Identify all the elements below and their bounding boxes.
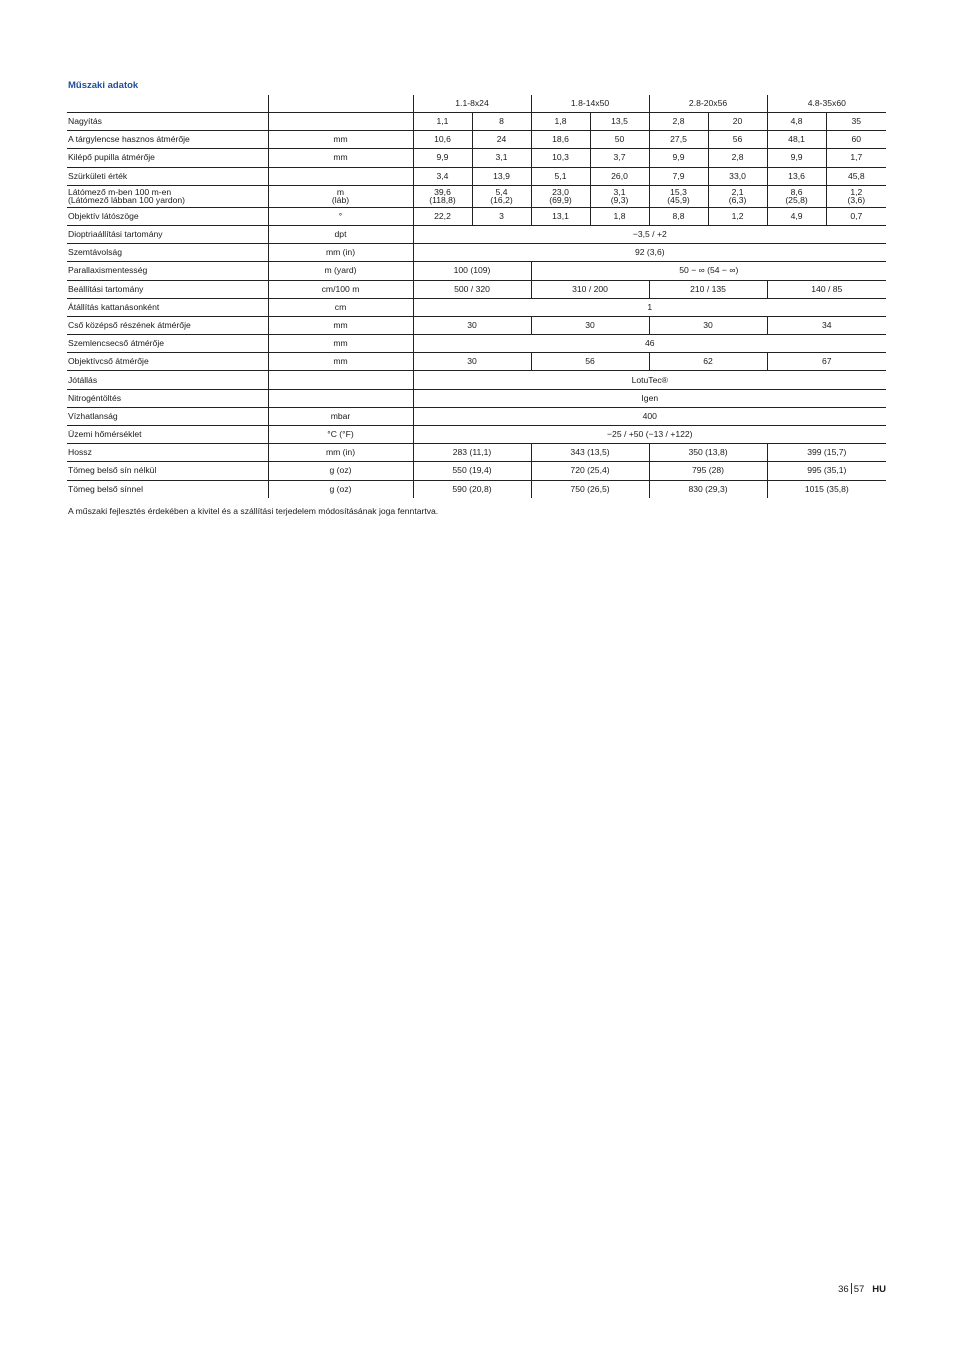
spec-value: 45,8 — [826, 167, 886, 185]
spec-value: 13,9 — [472, 167, 531, 185]
spec-value: 18,6 — [531, 131, 590, 149]
spec-label: Objektív látószöge — [67, 207, 268, 225]
spec-value: 30 — [413, 353, 531, 371]
spec-table — [67, 95, 886, 498]
spec-value: −3,5 / +2 — [413, 225, 886, 243]
spec-value: 3,4 — [413, 167, 472, 185]
spec-value: 550 (19,4) — [413, 462, 531, 480]
spec-value: 4,9 — [767, 207, 826, 225]
spec-unit: g (oz) — [268, 462, 413, 480]
spec-value: 46 — [413, 335, 886, 353]
spec-row — [67, 167, 886, 185]
spec-unit: mm — [268, 335, 413, 353]
spec-value: 3,7 — [590, 149, 649, 167]
spec-value: 5,1 — [531, 167, 590, 185]
disclaimer-note: A műszaki fejlesztés érdekében a kivitel és a szállítási terjedelem módosításának joga fenntartva. — [68, 506, 439, 516]
spec-label: Nagyítás — [67, 113, 268, 131]
spec-row — [67, 149, 886, 167]
spec-value: 1 — [413, 298, 886, 316]
spec-label: Üzemi hőmérséklet — [67, 426, 268, 444]
spec-value: 2,8 — [649, 113, 708, 131]
spec-row — [67, 371, 886, 389]
spec-row — [67, 353, 886, 371]
spec-value: 50 — [590, 131, 649, 149]
spec-unit: ° — [268, 207, 413, 225]
spec-row — [67, 426, 886, 444]
spec-label: Jótállás — [67, 371, 268, 389]
spec-value: 2,8 — [708, 149, 767, 167]
spec-unit: °C (°F) — [268, 426, 413, 444]
spec-value: 399 (15,7) — [767, 444, 886, 462]
spec-value: 13,6 — [767, 167, 826, 185]
spec-value: 0,7 — [826, 207, 886, 225]
model-header: 2.8-20x56 — [649, 95, 767, 113]
header-unit-blank — [268, 95, 413, 113]
spec-unit: mm — [268, 353, 413, 371]
header-blank — [67, 95, 268, 113]
spec-label: Vízhatlanság — [67, 407, 268, 425]
spec-value: 1015 (35,8) — [767, 480, 886, 498]
spec-value: 3 — [472, 207, 531, 225]
spec-value: 30 — [649, 316, 767, 334]
spec-value: 67 — [767, 353, 886, 371]
spec-value: 100 (109) — [413, 262, 531, 280]
spec-value: 210 / 135 — [649, 280, 767, 298]
spec-label: Parallaxismentesség — [67, 262, 268, 280]
spec-row — [67, 262, 886, 280]
spec-value: 2,1 (6,3) — [708, 185, 767, 207]
spec-value: −25 / +50 (−13 / +122) — [413, 426, 886, 444]
spec-label: Látómező m-ben 100 m-en (Látómező lábban 100 yardon) — [67, 185, 268, 207]
spec-value: 400 — [413, 407, 886, 425]
section-title: Műszaki adatok — [68, 80, 139, 91]
spec-label: Tömeg belső sín nélkül — [67, 462, 268, 480]
spec-value: 795 (28) — [649, 462, 767, 480]
spec-value: 62 — [649, 353, 767, 371]
spec-value: 750 (26,5) — [531, 480, 649, 498]
spec-unit: mm (in) — [268, 444, 413, 462]
page-separator — [851, 1283, 852, 1294]
spec-unit: mbar — [268, 407, 413, 425]
spec-unit: mm (in) — [268, 244, 413, 262]
spec-label: Tömeg belső sínnel — [68, 483, 143, 494]
spec-value: LotuTec® — [413, 371, 886, 389]
spec-value: 720 (25,4) — [531, 462, 649, 480]
spec-value: 24 — [472, 131, 531, 149]
spec-unit — [268, 167, 413, 185]
spec-row — [67, 185, 886, 207]
spec-value: 30 — [413, 316, 531, 334]
spec-row — [67, 207, 886, 225]
spec-table-body — [67, 113, 886, 498]
spec-value: 8,8 — [649, 207, 708, 225]
spec-value: 9,9 — [767, 149, 826, 167]
page-total: 57 — [853, 1284, 865, 1295]
spec-value: 10,3 — [531, 149, 590, 167]
spec-value: 39,6 (118,8) — [413, 185, 472, 207]
spec-value: 1,2 — [708, 207, 767, 225]
spec-value: 22,2 — [413, 207, 472, 225]
spec-value: 1,1 — [413, 113, 472, 131]
spec-value: 92 (3,6) — [413, 244, 886, 262]
spec-unit — [268, 113, 413, 131]
spec-value: 26,0 — [590, 167, 649, 185]
spec-unit: dpt — [268, 225, 413, 243]
spec-value: 9,9 — [413, 149, 472, 167]
spec-value: 830 (29,3) — [649, 480, 767, 498]
spec-label: Szemtávolság — [67, 244, 268, 262]
spec-value: 60 — [826, 131, 886, 149]
page-footer — [838, 1283, 886, 1295]
spec-label: Kilépő pupilla átmérője — [67, 149, 268, 167]
spec-row — [67, 444, 886, 462]
spec-row — [67, 280, 886, 298]
spec-value: 35 — [826, 113, 886, 131]
spec-value: 3,1 — [472, 149, 531, 167]
spec-row — [67, 298, 886, 316]
spec-value: 343 (13,5) — [531, 444, 649, 462]
spec-value: 8,6 (25,8) — [767, 185, 826, 207]
spec-row — [67, 462, 886, 480]
spec-unit: cm — [268, 298, 413, 316]
spec-row — [67, 244, 886, 262]
spec-value: 8 — [472, 113, 531, 131]
spec-value: 48,1 — [767, 131, 826, 149]
spec-label: Hossz — [67, 444, 268, 462]
spec-label: Nitrogéntöltés — [67, 389, 268, 407]
spec-value: 4,8 — [767, 113, 826, 131]
spec-row — [67, 131, 886, 149]
language-code: HU — [872, 1284, 886, 1295]
spec-unit: m (láb) — [268, 185, 413, 207]
spec-value: 350 (13,8) — [649, 444, 767, 462]
spec-value: 590 (20,8) — [413, 480, 531, 498]
spec-value: 283 (11,1) — [413, 444, 531, 462]
model-header: 1.8-14x50 — [531, 95, 649, 113]
spec-unit — [268, 371, 413, 389]
spec-value: 30 — [531, 316, 649, 334]
spec-unit: m (yard) — [268, 262, 413, 280]
spec-label: Objektívcső átmérője — [67, 353, 268, 371]
spec-unit: mm — [268, 149, 413, 167]
spec-value: 500 / 320 — [413, 280, 531, 298]
spec-unit: mm — [268, 316, 413, 334]
spec-label: Dioptriaállítási tartomány — [67, 225, 268, 243]
spec-value: 140 / 85 — [767, 280, 886, 298]
spec-value: 995 (35,1) — [767, 462, 886, 480]
spec-value: 33,0 — [708, 167, 767, 185]
spec-row — [67, 225, 886, 243]
spec-value: 13,1 — [531, 207, 590, 225]
spec-row — [67, 480, 886, 498]
spec-value: 34 — [767, 316, 886, 334]
page-number: 36 — [838, 1284, 849, 1295]
spec-row — [67, 335, 886, 353]
spec-label: Beállítási tartomány — [67, 280, 268, 298]
spec-unit: mm — [268, 131, 413, 149]
spec-value: 3,1 (9,3) — [590, 185, 649, 207]
spec-label: Átállítás kattanásonként — [67, 298, 268, 316]
spec-row — [67, 407, 886, 425]
model-header-row — [67, 95, 886, 113]
spec-value: 50 − ∞ (54 − ∞) — [531, 262, 886, 280]
spec-value: 5,4 (16,2) — [472, 185, 531, 207]
spec-value: 13,5 — [590, 113, 649, 131]
spec-label: Szürkületi érték — [67, 167, 268, 185]
model-header: 4.8-35x60 — [767, 95, 886, 113]
spec-value: 1,7 — [826, 149, 886, 167]
spec-label: A tárgylencse hasznos átmérője — [67, 131, 268, 149]
spec-label: Szemlencsecső átmérője — [67, 335, 268, 353]
spec-unit: cm/100 m — [268, 280, 413, 298]
spec-unit — [268, 389, 413, 407]
spec-row — [67, 113, 886, 131]
spec-value: 1,8 — [531, 113, 590, 131]
spec-row — [67, 389, 886, 407]
spec-row — [67, 316, 886, 334]
spec-value: 310 / 200 — [531, 280, 649, 298]
spec-value: Igen — [413, 389, 886, 407]
spec-value: 27,5 — [649, 131, 708, 149]
model-header: 1.1-8x24 — [413, 95, 531, 113]
spec-value: 1,2 (3,6) — [826, 185, 886, 207]
spec-value: 56 — [531, 353, 649, 371]
spec-value: 7,9 — [649, 167, 708, 185]
spec-value: 9,9 — [649, 149, 708, 167]
spec-value: 15,3 (45,9) — [649, 185, 708, 207]
spec-value: 20 — [708, 113, 767, 131]
spec-value: 1,8 — [590, 207, 649, 225]
spec-unit: g (oz) — [268, 480, 413, 498]
spec-value: 23,0 (69,9) — [531, 185, 590, 207]
spec-value: 10,6 — [413, 131, 472, 149]
spec-value: 56 — [708, 131, 767, 149]
spec-label: Cső középső részének átmérője — [67, 316, 268, 334]
